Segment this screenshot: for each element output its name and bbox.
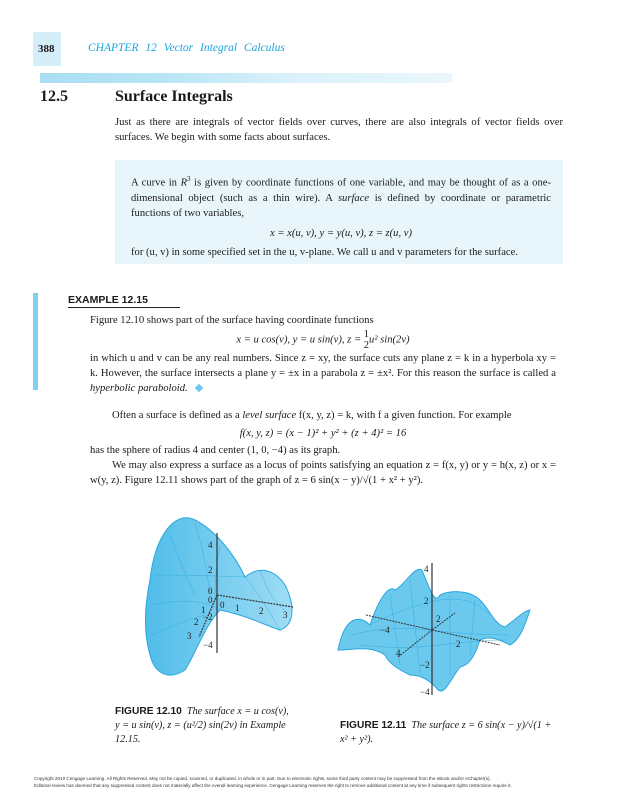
example-text: Figure 12.10 shows part of the surface having coordinate functions: [90, 315, 374, 326]
figure-12-11-surface: [330, 555, 570, 695]
z-tick: −2: [420, 660, 430, 670]
parametric-equation: x = x(u, v), y = y(u, v), z = z(u, v): [269, 227, 413, 239]
axis-tick: 4: [396, 648, 401, 658]
section-bar: [40, 73, 452, 83]
z-tick: 2: [424, 596, 429, 606]
section-title: Surface Integrals: [115, 88, 233, 105]
example-text-2: in which u and v can be any real numbers. Since z = xy, the surface cuts any plane z = k in a hyperbola xy = k. However, the surface intersects a plane y = ±x in a parabola z = ±x². For this reason the surface is called a hyperbolic paraboloid.: [90, 353, 556, 394]
example-body: [90, 313, 556, 488]
axis-tick: 2: [436, 614, 441, 624]
x-tick: 3: [283, 610, 288, 620]
sphere-text: has the sphere of radius 4 and center (1, 0, −4) as its graph.: [90, 445, 341, 456]
box-paragraph: A curve in $R^3$ is given by coordinate functions of one variable, and may be thought of as a one-dimensional object (such as a thin wire). A surface is defined by coordinate or parametric functions of two variables,: [131, 175, 552, 219]
z-tick: 0: [208, 586, 213, 596]
level-surface-paragraph: Often a surface is defined as a level surface f(x, y, z) = k, with f a given function. For example: [112, 410, 512, 421]
definition-box: [115, 160, 563, 264]
y-tick: 1: [201, 605, 206, 615]
sphere-equation: f(x, y, z) = (x − 1)² + y² + (z + 4)² = 16: [239, 428, 407, 439]
z-tick: 4: [208, 540, 213, 550]
y-tick: 2: [194, 617, 199, 627]
axis-tick: 2: [456, 639, 461, 649]
axis-tick: −4: [380, 625, 390, 635]
example-label: EXAMPLE 12.15: [68, 294, 180, 308]
z-tick: −2: [203, 612, 213, 622]
figure-12-10-caption: FIGURE 12.10 The surface x = u cos(v), y = u sin(v), z = (u²/2) sin(2v) in Example 12.15.: [115, 706, 289, 745]
intro-paragraph: Just as there are integrals of vector fields over curves, there are also integrals of vector fields over surfaces. We begin with some facts about surfaces.: [115, 117, 563, 143]
copyright-footer: [34, 775, 594, 789]
box-paragraph-2: for (u, v) in some specified set in the u, v-plane. We call u and v parameters for the surface.: [131, 246, 518, 258]
graph-paragraph: We may also express a surface as a locus of points satisfying an equation z = f(x, y) or y = h(x, z) or x = w(y, z). Figure 12.11 shows part of the graph of z = 6 sin(x − y)/√(1 + x² + y²).: [90, 460, 556, 486]
page-number: 388: [38, 43, 55, 55]
y-tick: 0: [208, 595, 213, 605]
y-tick: 3: [187, 631, 192, 641]
x-tick: 0: [220, 600, 225, 610]
x-tick: 1: [235, 603, 240, 613]
figure-12-11-caption: FIGURE 12.11 The surface z = 6 sin(x − y)/√(1 + x² + y²).: [340, 720, 552, 745]
diamond-icon: [194, 384, 202, 392]
saddle-surface: [145, 518, 292, 675]
footer-line: Copyright 2010 Cengage Learning. All Rights Reserved. May not be copied, scanned, or duplicated, in whole or in part. Due to electronic rights, some third party content may be suppressed from the eBook and/or eChapter(s).: [34, 776, 491, 781]
z-tick: 2: [208, 565, 213, 575]
x-tick: 2: [259, 606, 264, 616]
chapter-title: Vector Integral Calculus: [163, 42, 285, 54]
example-margin-bar: [33, 293, 38, 390]
z-tick: −4: [203, 640, 213, 650]
z-tick: 4: [424, 564, 429, 574]
z-tick: −4: [420, 687, 430, 695]
running-header: [88, 42, 285, 54]
footer-line: Editorial review has deemed that any suppressed content does not materially affect the overall learning experience. Cengage Learning reserves the right to remove additional content at any time if subsequent rights restrictions require it.: [34, 783, 512, 788]
example-equation: x = u cos(v), y = u sin(v), z = 1 2u² sin(2v): [236, 329, 410, 351]
figure-12-10-surface: [95, 515, 335, 690]
section-number: 12.5: [40, 88, 68, 105]
chapter-label: CHAPTER 12: [88, 42, 157, 54]
